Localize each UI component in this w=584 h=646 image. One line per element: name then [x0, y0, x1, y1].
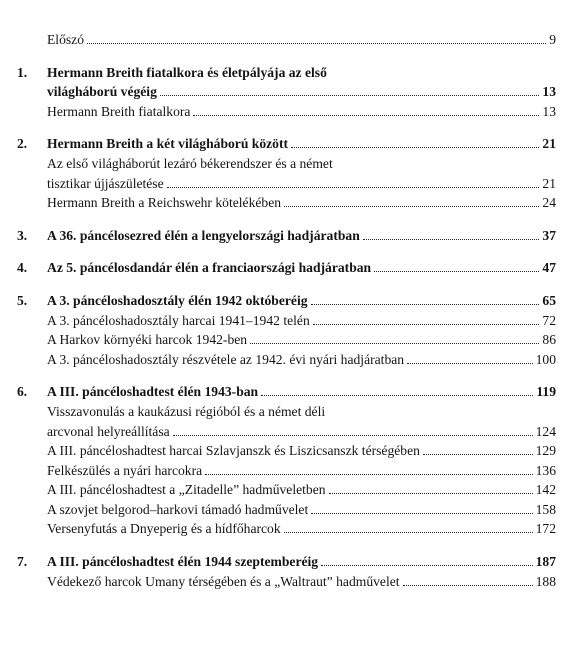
dot-leader: [250, 343, 539, 344]
dot-leader: [284, 532, 533, 533]
section-gap: [17, 50, 556, 63]
entry-title: A Harkov környéki harcok 1942-ben: [47, 332, 248, 348]
entry-title: Felkészülés a nyári harcokra: [47, 462, 203, 478]
chapter-number: 4.: [17, 260, 28, 276]
entry-title: A 3. páncéloshadosztály élén 1942 októberéig: [47, 292, 308, 308]
toc-entry[interactable]: [17, 174, 556, 194]
page-number: 142: [535, 482, 556, 498]
page-number: 72: [542, 312, 556, 328]
entry-title: Védekező harcok Umany térségében és a „Waltraut” hadművelet: [47, 573, 400, 589]
dot-leader: [291, 147, 539, 148]
toc-entry[interactable]: [17, 30, 556, 50]
entry-title: A III. páncéloshadtest élén 1943-ban: [47, 384, 259, 400]
toc-entry[interactable]: [17, 258, 556, 278]
dot-leader: [407, 363, 533, 364]
page-number: 129: [535, 443, 556, 459]
toc-entry[interactable]: [17, 311, 556, 331]
page-number: 136: [535, 462, 556, 478]
toc-entry[interactable]: [17, 291, 556, 311]
entry-title: A 3. páncéloshadosztály részvétele az 1942. évi nyári hadjáratban: [47, 351, 405, 367]
entry-title: A III. páncéloshadtest a „Zitadelle” hadműveletben: [47, 482, 326, 498]
entry-title: Az 5. páncélosdandár élén a franciaországi hadjáratban: [47, 260, 372, 276]
chapter-number: 2.: [17, 136, 28, 152]
page-number: 21: [542, 175, 556, 191]
page-number: 9: [549, 32, 556, 47]
section-gap: [17, 539, 556, 552]
dot-leader: [321, 565, 533, 566]
entry-title: Hermann Breith a Reichswehr kötelékében: [47, 195, 282, 211]
entry-title: A III. páncéloshadtest élén 1944 szeptemberéig: [47, 554, 319, 570]
chapter-number: 5.: [17, 292, 28, 308]
page-number: 124: [535, 423, 556, 439]
toc-entry[interactable]: [17, 480, 556, 500]
page-number: 158: [535, 501, 556, 517]
entry-title: Előszó: [47, 32, 84, 47]
entry-title: Visszavonulás a kaukázusi régióból és a német déli: [47, 403, 326, 419]
entry-title: világháború végéig: [47, 84, 157, 100]
entry-title: A szovjet belgorod–harkovi támadó hadművelet: [47, 501, 309, 517]
toc-entry[interactable]: [17, 102, 556, 122]
dot-leader: [284, 206, 539, 207]
toc-entry[interactable]: [17, 226, 556, 246]
section-gap: [17, 245, 556, 258]
toc-entry[interactable]: [17, 500, 556, 520]
entry-title: Az első világháborút lezáró békerendszer és a német: [47, 155, 333, 171]
table-of-contents: [17, 30, 556, 591]
page-number: 172: [535, 521, 556, 537]
dot-leader: [167, 187, 540, 188]
page-number: 13: [542, 84, 556, 100]
toc-entry[interactable]: [17, 382, 556, 402]
toc-entry[interactable]: [17, 134, 556, 154]
toc-entry[interactable]: [17, 422, 556, 442]
dot-leader: [403, 585, 533, 586]
page-number: 86: [542, 332, 556, 348]
page-number: 24: [542, 195, 556, 211]
entry-title: A III. páncéloshadtest harcai Szlavjanszk és Liszicsanszk térségében: [47, 443, 420, 459]
toc-entry[interactable]: [17, 572, 556, 592]
dot-leader: [311, 513, 532, 514]
toc-entry[interactable]: [17, 193, 556, 213]
page-number: 187: [535, 554, 556, 570]
section-gap: [17, 213, 556, 226]
entry-title: Hermann Breith a két világháború között: [47, 136, 289, 152]
entry-title: Versenyfutás a Dnyeperig és a hídfőharcok: [47, 521, 281, 537]
section-gap: [17, 121, 556, 134]
dot-leader: [205, 474, 532, 475]
entry-title: arcvonal helyreállítása: [47, 423, 170, 439]
toc-entry[interactable]: [17, 330, 556, 350]
toc-entry[interactable]: [17, 82, 556, 102]
dot-leader: [423, 454, 533, 455]
entry-title: A 36. páncélosezred élén a lengyelországi hadjáratban: [47, 227, 360, 243]
section-gap: [17, 278, 556, 291]
chapter-number: 1.: [17, 64, 28, 80]
toc-entry[interactable]: [17, 552, 556, 572]
chapter-number: 7.: [17, 554, 28, 570]
toc-entry[interactable]: [17, 350, 556, 370]
page-number: 13: [542, 103, 556, 119]
dot-leader: [160, 95, 540, 96]
page-number: 100: [535, 351, 556, 367]
page-number: 188: [535, 573, 556, 589]
page-number: 65: [542, 292, 556, 308]
page-number: 119: [536, 384, 556, 400]
entry-title: Hermann Breith fiatalkora: [47, 103, 191, 119]
toc-entry[interactable]: [17, 63, 556, 83]
entry-title: tisztikar újjászületése: [47, 175, 164, 191]
dot-leader: [311, 304, 540, 305]
page-number: 47: [542, 260, 556, 276]
toc-entry[interactable]: [17, 441, 556, 461]
toc-entry[interactable]: [17, 402, 556, 422]
dot-leader: [193, 115, 539, 116]
dot-leader: [313, 324, 540, 325]
dot-leader: [261, 395, 533, 396]
chapter-number: 3.: [17, 227, 28, 243]
page-number: 21: [542, 136, 556, 152]
chapter-number: 6.: [17, 384, 28, 400]
toc-entry[interactable]: [17, 519, 556, 539]
top-margin: [17, 0, 556, 30]
entry-title: A 3. páncéloshadosztály harcai 1941–1942 telén: [47, 312, 310, 328]
toc-entry[interactable]: [17, 154, 556, 174]
toc-entry[interactable]: [17, 461, 556, 481]
dot-leader: [87, 43, 546, 44]
dot-leader: [329, 493, 533, 494]
page-number: 37: [542, 227, 556, 243]
dot-leader: [363, 239, 540, 240]
entry-title: Hermann Breith fiatalkora és életpályája az első: [47, 64, 327, 80]
section-gap: [17, 369, 556, 382]
dot-leader: [173, 435, 533, 436]
dot-leader: [374, 271, 539, 272]
